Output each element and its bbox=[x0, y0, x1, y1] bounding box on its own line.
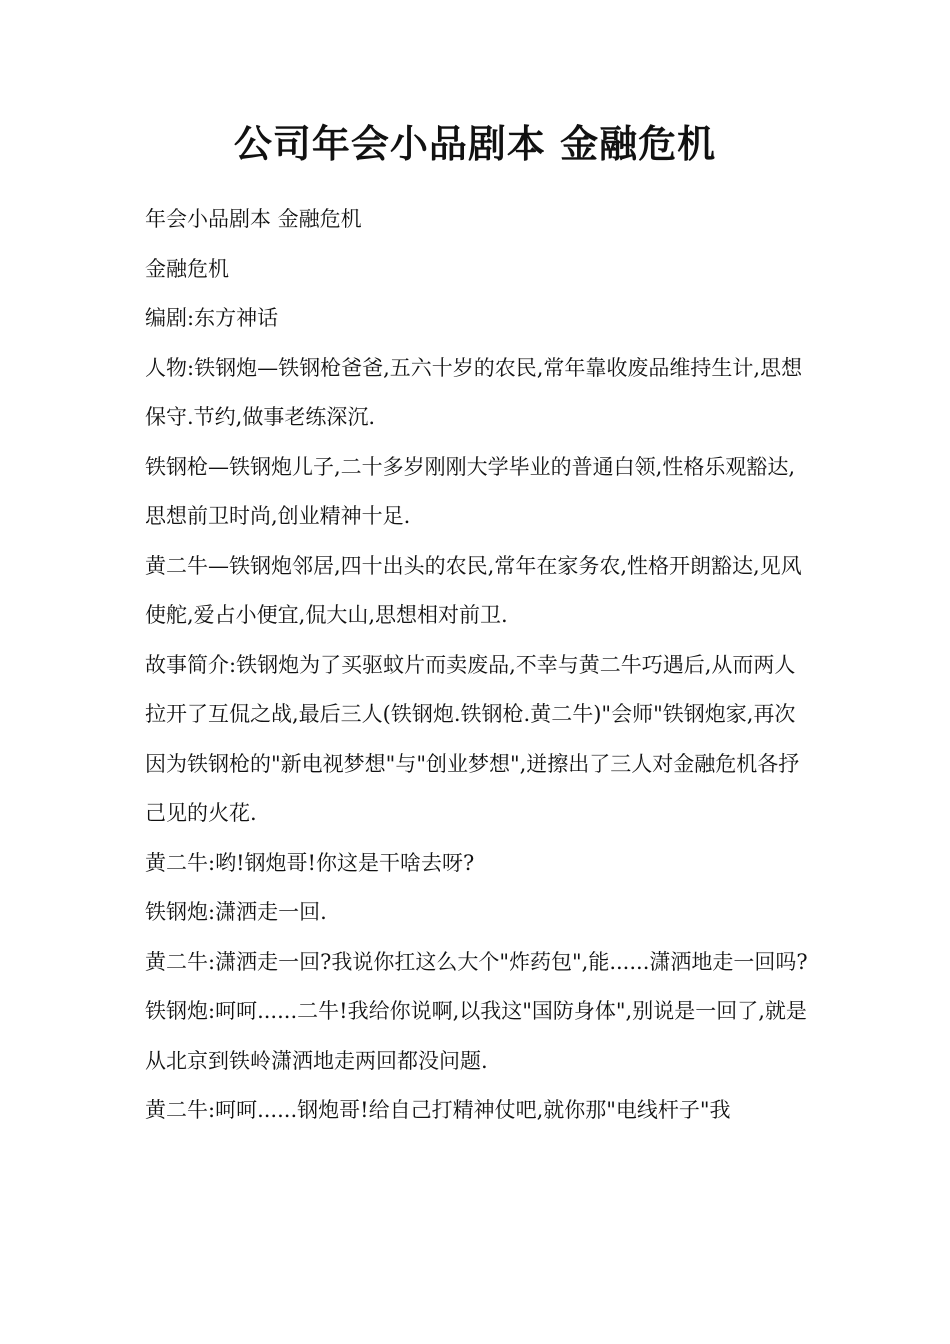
paragraph: 黄二牛:呵呵......钢炮哥!给自己打精神仗吧,就你那"电线杆子"我 bbox=[145, 1098, 731, 1122]
paragraph: 人物:铁钢炮—铁钢枪爸爸,五六十岁的农民,常年靠收废品维持生计,思想保守.节约,做事老练深沉. bbox=[145, 355, 803, 429]
paragraph: 铁钢炮:潇洒走一回. bbox=[145, 900, 327, 924]
paragraph: 铁钢枪—铁钢炮儿子,二十多岁刚刚大学毕业的普通白领,性格乐观豁达,思想前卫时尚,创业精神十足. bbox=[145, 454, 796, 528]
document-title: 公司年会小品剧本 金融危机 bbox=[233, 121, 717, 166]
paragraph: 黄二牛—铁钢炮邻居,四十出头的农民,常年在家务农,性格开朗豁达,见风使舵,爱占小便宜,侃大山,思想相对前卫. bbox=[145, 553, 802, 627]
paragraph: 年会小品剧本 金融危机 bbox=[145, 207, 362, 231]
paragraph: 编剧:东方神话 bbox=[145, 306, 279, 330]
paragraph: 故事简介:铁钢炮为了买驱蚊片而卖废品,不幸与黄二牛巧遇后,从而两人拉开了互侃之战,最后三人(铁钢炮.铁钢枪.黄二牛)"会师"铁钢炮家,再次因为铁钢枪的"新电视梦想"与"创业梦想",迸擦出了三人对金融危机各抒己见的火花. bbox=[145, 652, 800, 825]
document-body bbox=[145, 195, 813, 1136]
paragraph: 黄二牛:哟!钢炮哥!你这是干啥去呀? bbox=[145, 850, 475, 875]
paragraph: 铁钢炮:呵呵......二牛!我给你说啊,以我这"国防身体",别说是一回了,就是从北京到铁岭潇洒地走两回都没问题. bbox=[145, 999, 807, 1073]
paragraph: 金融危机 bbox=[145, 256, 229, 281]
paragraph: 黄二牛:潇洒走一回?我说你扛这么大个"炸药包",能......潇洒地走一回吗? bbox=[145, 949, 808, 974]
